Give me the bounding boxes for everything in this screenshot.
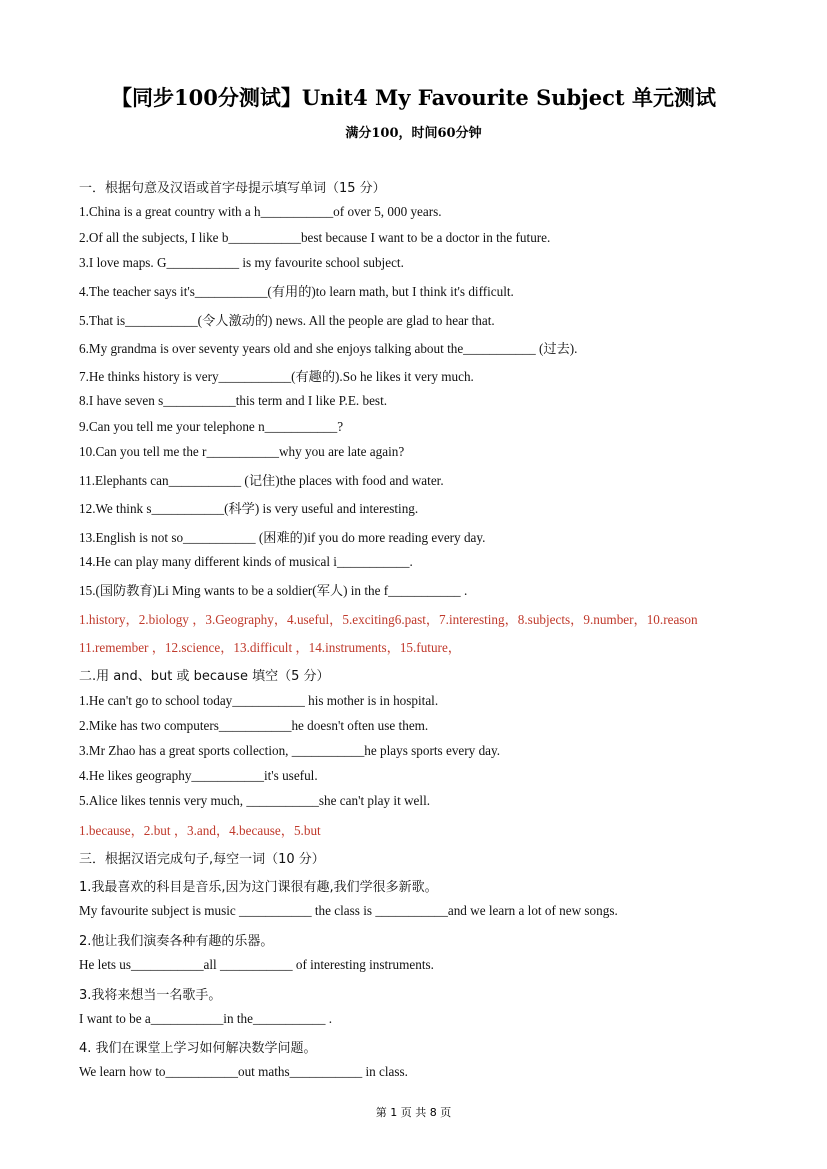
question-item: 15.(国防教育)Li Ming wants to be a soldier(军人) in the f___________ . — [79, 583, 468, 598]
answer-line: 1.because，2.but ，3.and，4.because，5.but — [79, 823, 321, 838]
question-item: 2.Of all the subjects, I like b___________best because I want to be a doctor in the future. — [79, 230, 551, 245]
section2-heading: 二.用 and、but 或 because 填空（5 分） — [79, 669, 330, 684]
question-item: 5.That is___________(令人激动的) news. All the people are glad to hear that. — [79, 313, 495, 328]
question-item: 2.Mike has two computers___________he doesn't often use them. — [79, 718, 429, 733]
question-item: We learn how to___________out maths___________ in class. — [79, 1064, 408, 1079]
question-item: 12.We think s___________(科学) is very useful and interesting. — [79, 501, 419, 516]
question-item: 7.He thinks history is very___________(有趣的).So he likes it very much. — [79, 369, 474, 384]
question-item: 14.He can play many different kinds of musical i___________. — [79, 554, 413, 569]
question-item: My favourite subject is music ___________ the class is ___________and we learn a lot of new songs. — [79, 903, 618, 918]
question-item: 6.My grandma is over seventy years old and she enjoys talking about the___________ (过去). — [79, 341, 578, 356]
question-item: 4.He likes geography___________it's useful. — [79, 768, 318, 783]
question-item: 10.Can you tell me the r___________why you are late again? — [79, 444, 405, 459]
page-subtitle: 满分100，时间60分钟 — [345, 126, 482, 141]
question-item: 11.Elephants can___________ (记住)the places with food and water. — [79, 473, 444, 488]
question-item: 1.China is a great country with a h___________of over 5, 000 years. — [79, 204, 442, 219]
chinese-prompt: 2.他让我们演奏各种有趣的乐器。 — [79, 934, 274, 949]
question-item: 8.I have seven s___________this term and I like P.E. best. — [79, 393, 388, 408]
question-item: 4.The teacher says it's___________(有用的)to learn math, but I think it's difficult. — [79, 284, 514, 299]
question-item: He lets us___________all ___________ of interesting instruments. — [79, 957, 434, 972]
chinese-prompt: 4. 我们在课堂上学习如何解决数学问题。 — [79, 1041, 317, 1056]
question-item: 1.He can't go to school today___________ his mother is in hospital. — [79, 693, 439, 708]
question-item: 5.Alice likes tennis very much, ___________she can't play it well. — [79, 793, 431, 808]
question-item: 3.I love maps. G___________ is my favourite school subject. — [79, 255, 404, 270]
answer-line: 1.history，2.biology ，3.Geography，4.useful，5.exciting6.past，7.interesting，8.subjects，9.number，10.reason — [79, 612, 698, 627]
chinese-prompt: 3.我将来想当一名歌手。 — [79, 988, 222, 1003]
page-title: 【同步100分测试】Unit4 My Favourite Subject 单元测试 — [111, 85, 716, 110]
answer-line: 11.remember ，12.science，13.difficult ，14.instruments，15.future， — [79, 640, 461, 655]
question-item: I want to be a___________in the___________ . — [79, 1011, 333, 1026]
section3-heading: 三．根据汉语完成句子,每空一词（10 分） — [79, 852, 325, 867]
question-item: 3.Mr Zhao has a great sports collection, ___________he plays sports every day. — [79, 743, 501, 758]
question-item: 13.English is not so___________ (困难的)if you do more reading every day. — [79, 530, 486, 545]
section1-heading: 一．根据句意及汉语或首字母提示填写单词（15 分） — [79, 181, 386, 196]
page-footer: 第 1 页 共 8 页 — [375, 1106, 452, 1119]
chinese-prompt: 1.我最喜欢的科目是音乐,因为这门课很有趣,我们学很多新歌。 — [79, 880, 438, 895]
question-item: 9.Can you tell me your telephone n___________? — [79, 419, 344, 434]
